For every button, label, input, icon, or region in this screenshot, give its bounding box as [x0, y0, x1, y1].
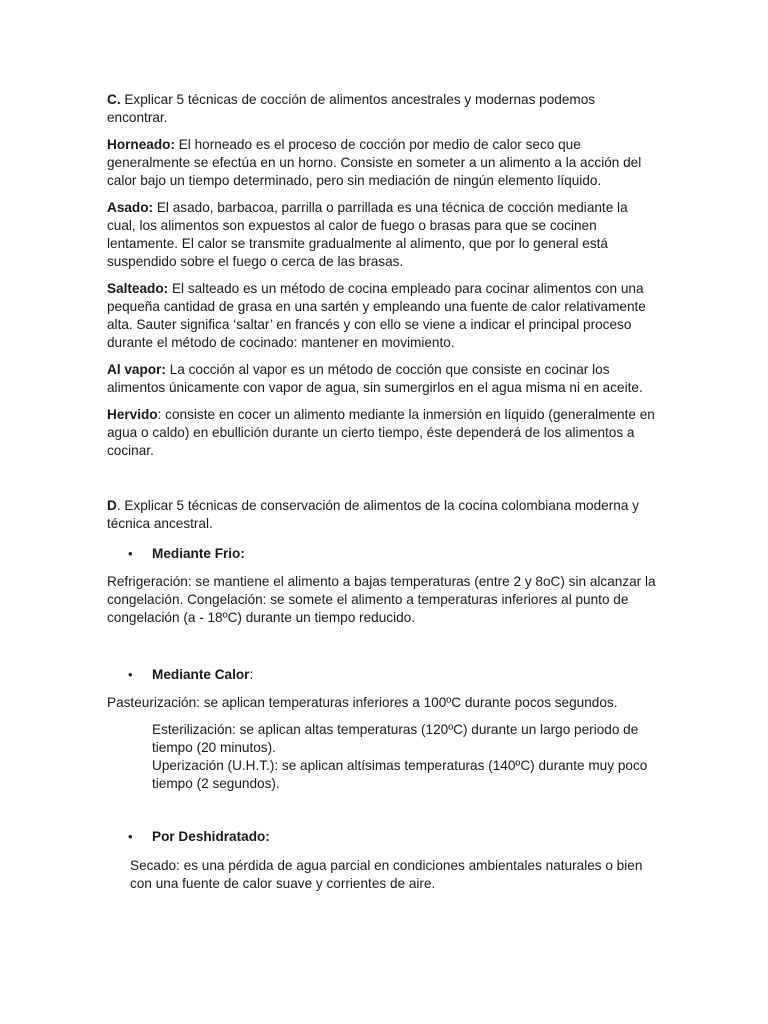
- section-c-question: [107, 91, 659, 127]
- paragraph-hervido: [107, 406, 659, 460]
- paragraph-pasteurizacion: Pasteurización: se aplican temperaturas inferiores a 100ºC durante pocos segundos.: [107, 695, 618, 710]
- term-al-vapor: Al vapor:: [107, 362, 166, 377]
- heading-por-deshidratado-text: Por Deshidratado:: [152, 829, 270, 844]
- paragraph-refrigeracion-congelacion: Refrigeración: se mantiene el alimento a bajas temperaturas (entre 2 y 8oC) sin alcanzar la congelación. Congelación: se somete el alimento a temperaturas inferiores al punto de congelación (a - 18ºC) durante un tiempo reducido.: [107, 574, 656, 625]
- section-d-letter: D: [107, 498, 117, 513]
- paragraph-esterilizacion: Esterilización: se aplican altas temperaturas (120ºC) durante un largo periodo de tiempo (20 minutos).: [152, 722, 639, 755]
- bullet-icon: •: [128, 546, 133, 561]
- section-d-question: [107, 497, 659, 533]
- paragraph-al-vapor: [107, 361, 659, 397]
- paragraph-uperizacion: Uperización (U.H.T.): se aplican altísimas temperaturas (140ºC) durante muy poco tiempo (2 segundos).: [152, 758, 648, 791]
- section-c-question-text: Explicar 5 técnicas de cocción de alimentos ancestrales y modernas podemos encontrar.: [107, 92, 596, 125]
- paragraph-asado: [107, 199, 659, 271]
- bullet-icon: •: [128, 829, 133, 844]
- bullet-icon: •: [128, 667, 133, 682]
- heading-mediante-frio: [152, 545, 245, 563]
- text-asado: El asado, barbacoa, parrilla o parrillada es una técnica de cocción mediante la cual, los alimentos son expuestos al calor de fuego o brasas para que se cocinen lentamente. El calor se transmite gradualmente al alimento, que por lo general está suspendido sobre el fuego o cerca de las brasas.: [107, 200, 628, 269]
- text-al-vapor: La cocción al vapor es un método de cocción que consiste en cocinar los alimentos únicamente con vapor de agua, sin sumergirlos en el agua misma ni en aceite.: [107, 362, 643, 395]
- section-d-question-text: . Explicar 5 técnicas de conservación de alimentos de la cocina colombiana moderna y técnica ancestral.: [107, 498, 639, 531]
- term-horneado: Horneado:: [107, 137, 175, 152]
- heading-mediante-calor-text: Mediante Calor: [152, 667, 250, 682]
- term-salteado: Salteado:: [107, 281, 169, 296]
- heading-mediante-calor: [152, 666, 253, 684]
- text-salteado: El salteado es un método de cocina empleado para cocinar alimentos con una pequeña cantidad de grasa en una sartén y empleando una fuente de calor relativamente alta. Sauter significa ‘saltar’ en francés y con ello se viene a indicar el principal proceso durante el método de cocinado: mantener en movimiento.: [107, 281, 646, 350]
- paragraph-salteado: [107, 280, 659, 352]
- section-c-letter: C.: [107, 92, 121, 107]
- heading-por-deshidratado: [152, 828, 270, 846]
- text-hervido: : consiste en cocer un alimento mediante la inmersión en líquido (generalmente en agua o caldo) en ebullición durante un cierto tiempo, éste dependerá de los alimentos a cocinar.: [107, 407, 655, 458]
- term-asado: Asado:: [107, 200, 154, 215]
- heading-mediante-frio-text: Mediante Frio:: [152, 546, 245, 561]
- term-hervido: Hervido: [107, 407, 158, 422]
- paragraph-horneado: [107, 136, 659, 190]
- paragraph-secado: Secado: es una pérdida de agua parcial en condiciones ambientales naturales o bien con una fuente de calor suave y corrientes de aire.: [130, 858, 643, 891]
- text-horneado: El horneado es el proceso de cocción por medio de calor seco que generalmente se efectúa en un horno. Consiste en someter a un alimento a la acción del calor bajo un tiempo determinado, pero sin mediación de ningún elemento líquido.: [107, 137, 642, 188]
- heading-mediante-calor-suffix: :: [249, 667, 254, 682]
